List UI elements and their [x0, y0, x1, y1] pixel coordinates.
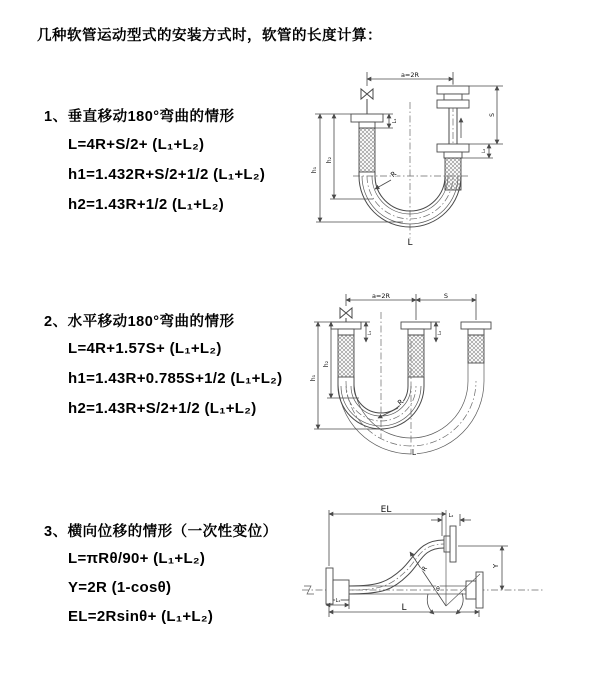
dim-label-l2: L₂ — [448, 513, 454, 519]
dim-label-l1: L₁ — [392, 118, 398, 124]
formula-line: h1=1.43R+0.785S+1/2 (L₁+L₂) — [68, 370, 283, 387]
dim-label-r: R — [419, 564, 429, 574]
radius-line — [410, 552, 446, 606]
angle-arrow — [427, 594, 434, 614]
diagram-horizontal-180-bend — [304, 286, 529, 458]
dim-label-h1: h₁ — [311, 166, 318, 174]
dim-label-l2: L₂ — [438, 330, 443, 336]
formula-line: L=πRθ/90+ (L₁+L₂) — [68, 550, 206, 567]
dim-label-l1: L₁ — [335, 598, 341, 604]
formula-line: L=4R+S/2+ (L₁+L₂) — [68, 136, 205, 153]
flange — [450, 526, 456, 562]
formula-line: Y=2R (1-cosθ) — [68, 579, 172, 596]
flange — [476, 572, 483, 608]
dim-label-el: EL — [380, 505, 392, 515]
dim-label-l: L — [411, 448, 417, 457]
formula-line: EL=2Rsinθ+ (L₁+L₂) — [68, 608, 214, 625]
diagram-vertical-180-bend — [303, 64, 528, 256]
flange — [351, 114, 383, 122]
dim-label-a2r: a=2R — [371, 292, 391, 300]
braided-hose — [408, 335, 424, 377]
flange — [326, 568, 333, 604]
dim-label-h1: h₁ — [310, 374, 317, 382]
dim-label-a2r: a=2R — [400, 71, 420, 79]
formula-line: L=4R+1.57S+ (L₁+L₂) — [68, 340, 222, 357]
flange — [437, 86, 469, 94]
page-title: 几种软管运动型式的安装方式时，软管的长度计算： — [37, 28, 382, 44]
dim-label-theta: θ — [436, 586, 440, 593]
angle-arrow — [456, 593, 463, 614]
diagram-lateral-displacement — [298, 500, 548, 655]
braided-hose — [359, 128, 375, 172]
valve-icon — [340, 308, 352, 322]
dim-label-y: Y — [492, 563, 500, 569]
dim-label-s: S — [489, 113, 496, 117]
formula-line: h1=1.432R+S/2+1/2 (L₁+L₂) — [68, 166, 266, 183]
dim-label-l: L — [407, 238, 413, 248]
braided-hose — [338, 335, 354, 377]
section-1-heading: 1、垂直移动180°弯曲的情形 — [44, 109, 235, 125]
formula-line: h2=1.43R+1/2 (L₁+L₂) — [68, 196, 225, 213]
dim-label-h2: h₂ — [326, 156, 333, 164]
dim-label-r: R — [389, 169, 399, 180]
braided-hose — [445, 158, 461, 190]
flange — [331, 322, 491, 335]
dim-label-l: L — [401, 603, 407, 613]
dim-label-l1: L₁ — [368, 330, 373, 336]
section-2-heading: 2、水平移动180°弯曲的情形 — [44, 314, 235, 330]
dim-label-s: S — [443, 292, 449, 300]
braided-hose — [468, 335, 484, 363]
section-3-heading: 3、横向位移的情形（一次性变位） — [44, 524, 278, 540]
dim-label-l2: L₂ — [482, 148, 487, 154]
dim-label-h2: h₂ — [323, 360, 330, 368]
valve-icon — [361, 89, 373, 114]
formula-line: h2=1.43R+S/2+1/2 (L₁+L₂) — [68, 400, 257, 417]
dim-label-r: R — [396, 397, 406, 408]
